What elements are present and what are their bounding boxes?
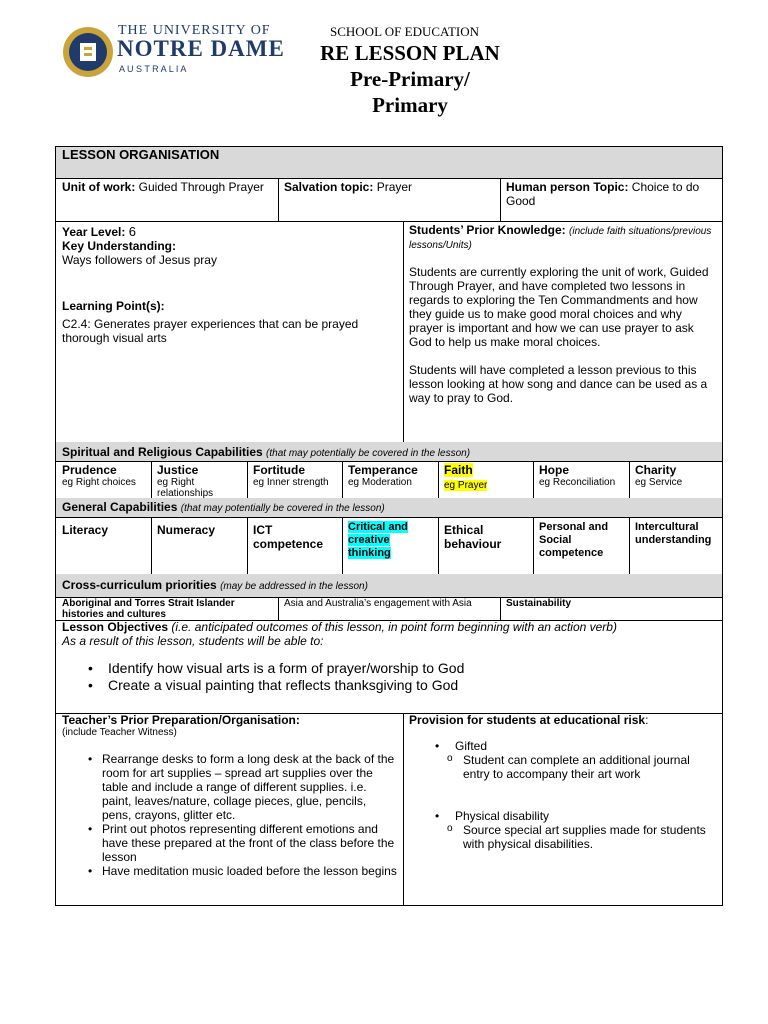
logo-line-1: THE UNIVERSITY OF [118, 23, 271, 38]
lesson-plan-table [55, 146, 723, 906]
unit-of-work-label: Unit of work: [62, 180, 136, 194]
provision-item: o Source special art supplies made for students with physical disabilities. [447, 823, 716, 851]
year-level-value: 6 [128, 224, 136, 239]
lesson-objectives-heading: Lesson Objectives [62, 620, 169, 634]
general-critical-thinking: Critical and creative thinking [342, 517, 439, 575]
human-person-topic-label: Human person Topic: [506, 180, 629, 194]
logo-line-2: NOTRE DAME [117, 36, 285, 61]
capability-charity: Charity eg Service [629, 461, 723, 499]
general-capabilities-heading: General Capabilities (that may potentially be covered in the lesson) [56, 498, 723, 518]
cross-curriculum-heading: Cross-curriculum priorities (may be addressed in the lesson) [56, 574, 723, 598]
capability-justice: Justice eg Right relationships [151, 461, 248, 499]
provision-block: Provision for students at educational risk: • Gifted o Student can complete an additional journal entry to accompany their art work • Physical disability o Source special art supplies made for students with physical disabilities. [403, 713, 723, 906]
page-title: RE LESSON PLAN [320, 41, 500, 65]
lesson-objectives-note: (i.e. anticipated outcomes of this lesson, in point form beginning with an action verb) [171, 620, 617, 634]
learning-points-label: Learning Point(s): [62, 299, 165, 313]
teacher-preparation-note: (include Teacher Witness) [62, 727, 177, 738]
prior-knowledge-note: (include faith situations/previous lessons/Units) [409, 226, 712, 251]
lesson-organisation-heading: LESSON ORGANISATION [56, 147, 723, 179]
provision-heading: Provision for students at educational risk [409, 713, 646, 727]
general-intercultural: Intercultural understanding [629, 517, 723, 575]
school-name: SCHOOL OF EDUCATION [330, 24, 480, 39]
year-level-label: Year Level: [62, 225, 126, 239]
capability-hope: Hope eg Reconciliation [533, 461, 630, 499]
page-subtitle-2: Primary [372, 93, 448, 117]
provision-group-physical: • Physical disability [435, 809, 550, 823]
salvation-topic-label: Salvation topic: [284, 180, 374, 194]
general-personal-social: Personal and Social competence [533, 517, 630, 575]
capability-faith: Faith eg Prayer [438, 461, 534, 499]
objective-item: • Identify how visual arts is a form of prayer/worship to God [62, 660, 716, 677]
prior-knowledge-label: Students’ Prior Knowledge: [409, 223, 566, 237]
year-level-block [56, 221, 404, 443]
general-ict: ICT competence [247, 517, 343, 575]
prior-knowledge-para-1: Students are currently exploring the unit of work, Guided Through Prayer, and have completed two lessons in regards to exploring the Ten Commandments and how they guide us to make good moral choices and why prayer is important and how we can use prayer to ask God to help us make moral choices. [409, 265, 709, 349]
teacher-preparation-block [56, 713, 404, 906]
capability-fortitude: Fortitude eg Inner strength [247, 461, 343, 499]
capability-temperance: Temperance eg Moderation [342, 461, 439, 499]
key-understanding-value: Ways followers of Jesus pray [62, 253, 217, 267]
preparation-item: • Rearrange desks to form a long desk at the back of the room for art supplies – spread art supplies over the table and include a range of different supplies. i.e. paint, leaves/nature, collage pieces, glue, pencils, pens, crayons, glitter etc. [62, 752, 397, 822]
unit-of-work-value: Guided Through Prayer [138, 180, 264, 194]
key-understanding-label: Key Understanding: [62, 239, 177, 253]
unit-of-work-cell [56, 178, 279, 222]
page-subtitle-1: Pre-Primary/ [350, 67, 470, 91]
preparation-item: • Have meditation music loaded before the lesson begins [62, 864, 397, 878]
prior-knowledge-para-2: Students will have completed a lesson previous to this lesson looking at how song and dance can be used as a way to pray to God. [409, 363, 708, 405]
human-person-topic-value: Choice to do Good [506, 180, 700, 208]
cross-asia: Asia and Australia’s engagement with Asia [278, 597, 501, 621]
preparation-item: • Print out photos representing different emotions and have these prepared at the front of the class before the lesson [62, 822, 397, 864]
teacher-preparation-heading: Teacher’s Prior Preparation/Organisation: [62, 713, 300, 727]
general-numeracy: Numeracy [151, 517, 248, 575]
general-literacy: Literacy [56, 517, 152, 575]
learning-points-value: C2.4: Generates prayer experiences that can be prayed thorough visual arts [62, 317, 359, 345]
human-person-topic-cell [500, 178, 723, 222]
university-crest-icon [62, 26, 114, 78]
cross-sustainability: Sustainability [500, 597, 723, 621]
capability-prudence: Prudence eg Right choices [56, 461, 152, 499]
cross-aboriginal: Aboriginal and Torres Strait Islander histories and cultures [56, 597, 279, 621]
salvation-topic-cell [278, 178, 501, 222]
spiritual-capabilities-heading: Spiritual and Religious Capabilities (that may potentially be covered in the lesson) [56, 442, 723, 462]
objective-item: • Create a visual painting that reflects thanksgiving to God [62, 677, 716, 694]
lesson-objectives-sub: As a result of this lesson, students will be able to: [62, 634, 324, 648]
prior-knowledge-block [403, 221, 723, 443]
salvation-topic-value: Prayer [376, 180, 413, 194]
provision-group-gifted: • Gifted [435, 739, 488, 753]
lesson-objectives-block [56, 620, 723, 714]
general-ethical: Ethical behaviour [438, 517, 534, 575]
provision-item: o Student can complete an additional journal entry to accompany their art work [447, 753, 716, 781]
logo-line-3: A U S T R A L I A [119, 64, 187, 74]
